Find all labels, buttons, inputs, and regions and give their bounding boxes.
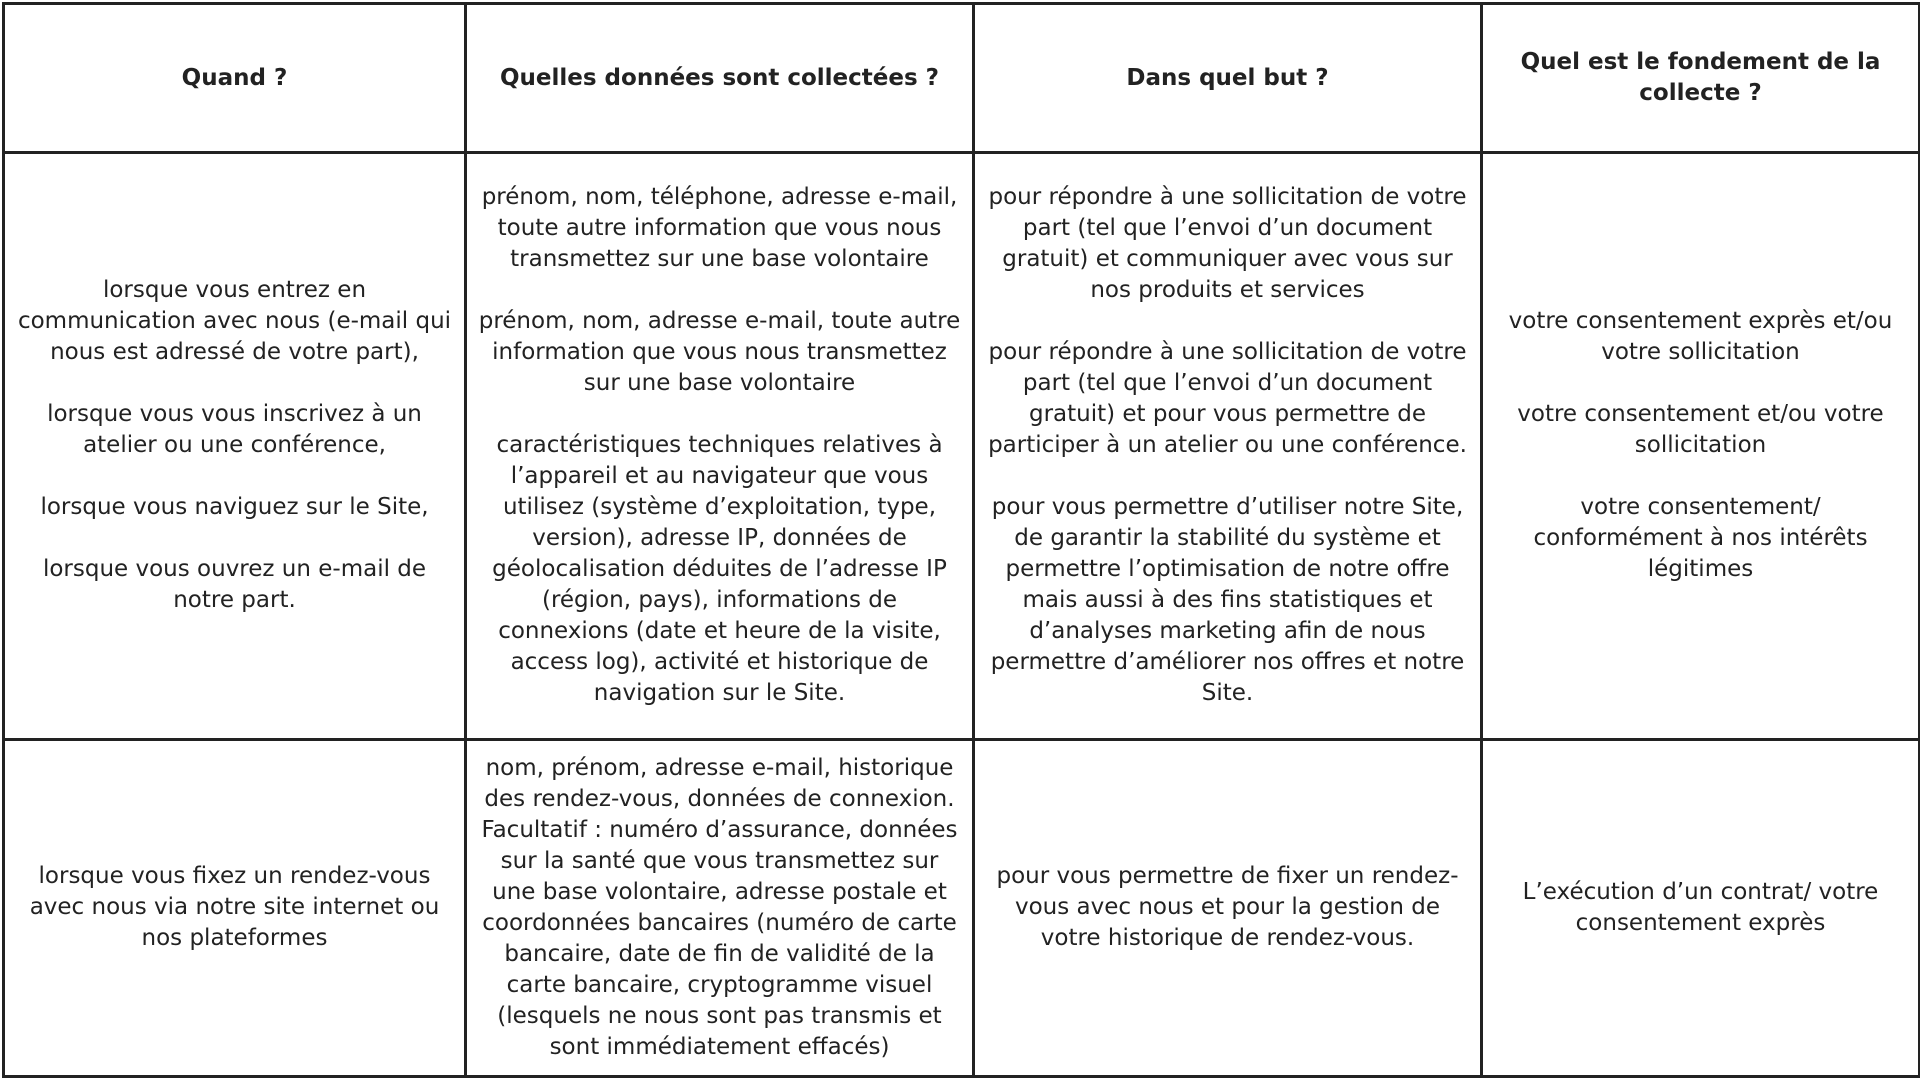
table-row — [4, 153, 1920, 740]
basis-text: votre consentement et/ou votre sollicitation — [1517, 401, 1884, 459]
data-text: nom, prénom, adresse e-mail, historique des rendez-vous, données de connexion. Facultatif : numéro d’assurance, données sur la santé que vous transmettez sur une base volontaire, adresse postale et coordonnées bancaires (numéro de carte bancaire, date de fin de validité de la carte bancaire, cryptogramme visuel (lesquels ne nous sont pas transmis et sont immédiatement effacés) — [481, 754, 958, 1060]
header-basis: Quel est le fondement de la collecte ? — [1482, 4, 1920, 153]
cell-purpose — [974, 153, 1482, 740]
header-row — [4, 4, 1920, 153]
cell-when — [4, 153, 466, 740]
header-purpose: Dans quel but ? — [974, 4, 1482, 153]
table-row — [4, 739, 1920, 1076]
header-when: Quand ? — [4, 4, 466, 153]
basis-text: votre consentement/ conformément à nos intérêts légitimes — [1533, 494, 1868, 583]
data-collection-table — [2, 2, 1920, 1078]
header-data: Quelles données sont collectées ? — [466, 4, 974, 153]
cell-basis — [1482, 153, 1920, 740]
purpose-text: pour vous permettre de fixer un rendez-vous avec nous et pour la gestion de votre historique de rendez-vous. — [996, 863, 1459, 952]
when-text: lorsque vous entrez en communication avec nous (e-mail qui nous est adressé de votre part), — [17, 277, 452, 366]
cell-data — [466, 153, 974, 740]
when-text: lorsque vous vous inscrivez à un atelier ou une conférence, — [47, 401, 422, 459]
data-text: prénom, nom, téléphone, adresse e-mail, toute autre information que vous nous transmettez sur une base volontaire — [481, 184, 958, 273]
cell-purpose — [974, 739, 1482, 1076]
when-text: lorsque vous fixez un rendez-vous avec nous via notre site internet ou nos plateformes — [29, 863, 440, 952]
basis-text: votre consentement exprès et/ou votre sollicitation — [1508, 308, 1893, 366]
cell-when — [4, 739, 466, 1076]
data-collection-table-wrapper — [2, 2, 1918, 1078]
data-text: caractéristiques techniques relatives à l’appareil et au navigateur que vous utilisez (système d’exploitation, type, version), adresse IP, données de géolocalisation déduites de l’adresse IP (région, pays), informations de connexions (date et heure de la visite, access log), activité et historique de navigation sur le Site. — [492, 432, 947, 707]
purpose-text: pour vous permettre d’utiliser notre Site, de garantir la stabilité du système et permettre l’optimisation de notre offre mais aussi à des fins statistiques et d’analyses marketing afin de nous permettre d’améliorer nos offres et notre Site. — [990, 494, 1465, 707]
cell-data — [466, 739, 974, 1076]
purpose-text: pour répondre à une sollicitation de votre part (tel que l’envoi d’un document gratuit) et pour vous permettre de participer à un atelier ou une conférence. — [988, 339, 1467, 459]
cell-basis — [1482, 739, 1920, 1076]
data-text: prénom, nom, adresse e-mail, toute autre information que vous nous transmettez sur une base volontaire — [478, 308, 961, 397]
basis-text: L’exécution d’un contrat/ votre consentement exprès — [1522, 878, 1879, 936]
when-text: lorsque vous ouvrez un e-mail de notre part. — [42, 556, 427, 614]
purpose-text: pour répondre à une sollicitation de votre part (tel que l’envoi d’un document gratuit) et communiquer avec vous sur nos produits et services — [988, 184, 1467, 304]
when-text: lorsque vous naviguez sur le Site, — [40, 494, 429, 521]
